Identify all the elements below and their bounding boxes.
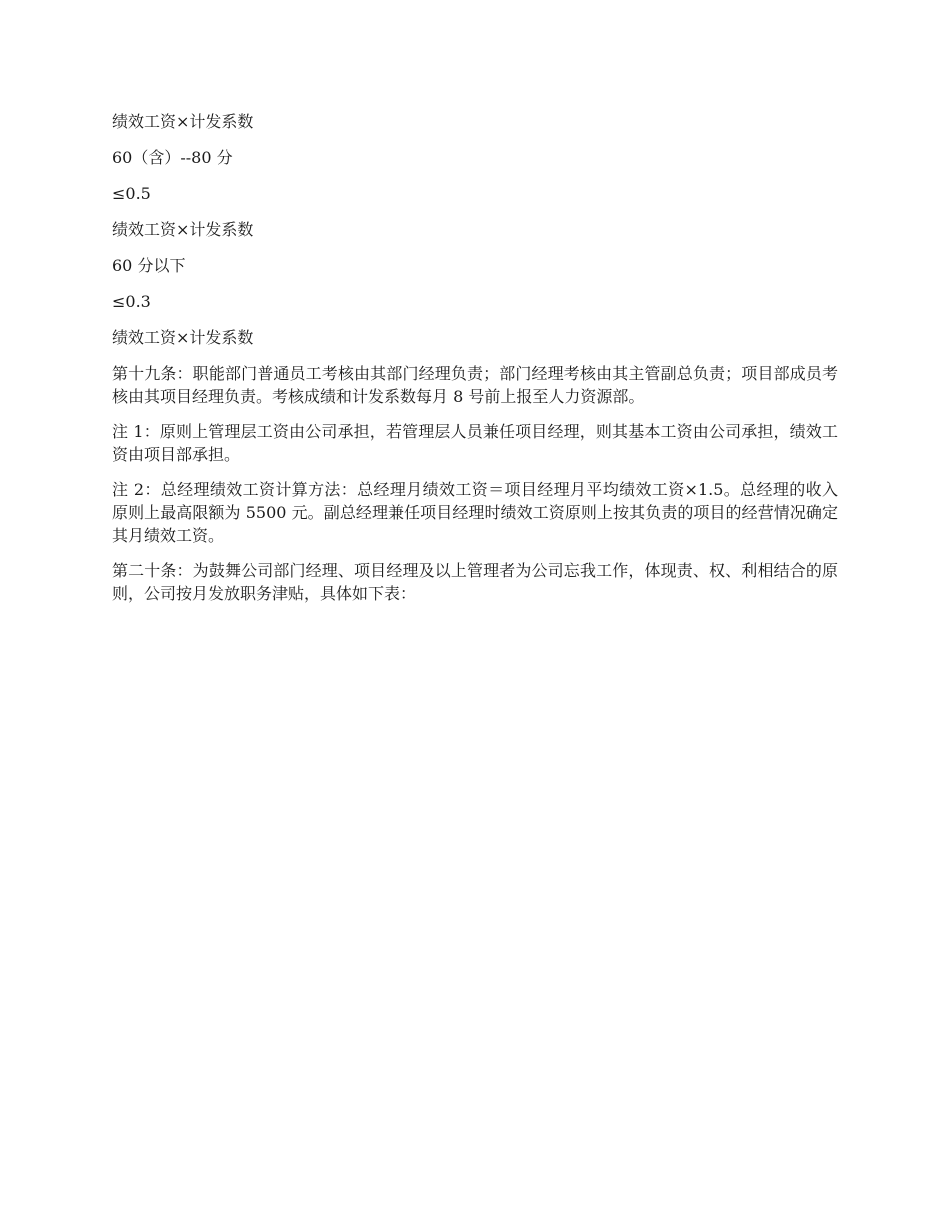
table-cell-formula: 绩效工资×计发系数: [112, 220, 254, 239]
table-cell-formula: 绩效工资×计发系数: [112, 328, 254, 347]
table-cell-formula: 绩效工资×计发系数: [112, 112, 254, 131]
table-cell-coefficient: ≤0.3: [112, 292, 151, 311]
note-1-paragraph: 注 1：原则上管理层工资由公司承担，若管理层人员兼任项目经理，则其基本工资由公司承担，绩效工资由项目部承担。: [112, 422, 838, 464]
article-19-paragraph: 第十九条：职能部门普通员工考核由其部门经理负责；部门经理考核由其主管副总负责；项目部成员考核由其项目经理负责。考核成绩和计发系数每月 8 号前上报至人力资源部。: [112, 364, 838, 406]
document-body: [112, 110, 838, 617]
table-cell-score-range: 60 分以下: [112, 256, 186, 275]
table-cell-score-range: 60（含）--80 分: [112, 148, 233, 167]
table-cell-coefficient: ≤0.5: [112, 184, 151, 203]
article-20-paragraph: 第二十条：为鼓舞公司部门经理、项目经理及以上管理者为公司忘我工作，体现责、权、利相结合的原则，公司按月发放职务津贴，具体如下表：: [112, 561, 838, 603]
note-2-paragraph: 注 2：总经理绩效工资计算方法：总经理月绩效工资＝项目经理月平均绩效工资×1.5。总经理的收入原则上最高限额为 5500 元。副总经理兼任项目经理时绩效工资原则上按其负责的项目的经营情况确定其月绩效工资。: [112, 480, 838, 545]
